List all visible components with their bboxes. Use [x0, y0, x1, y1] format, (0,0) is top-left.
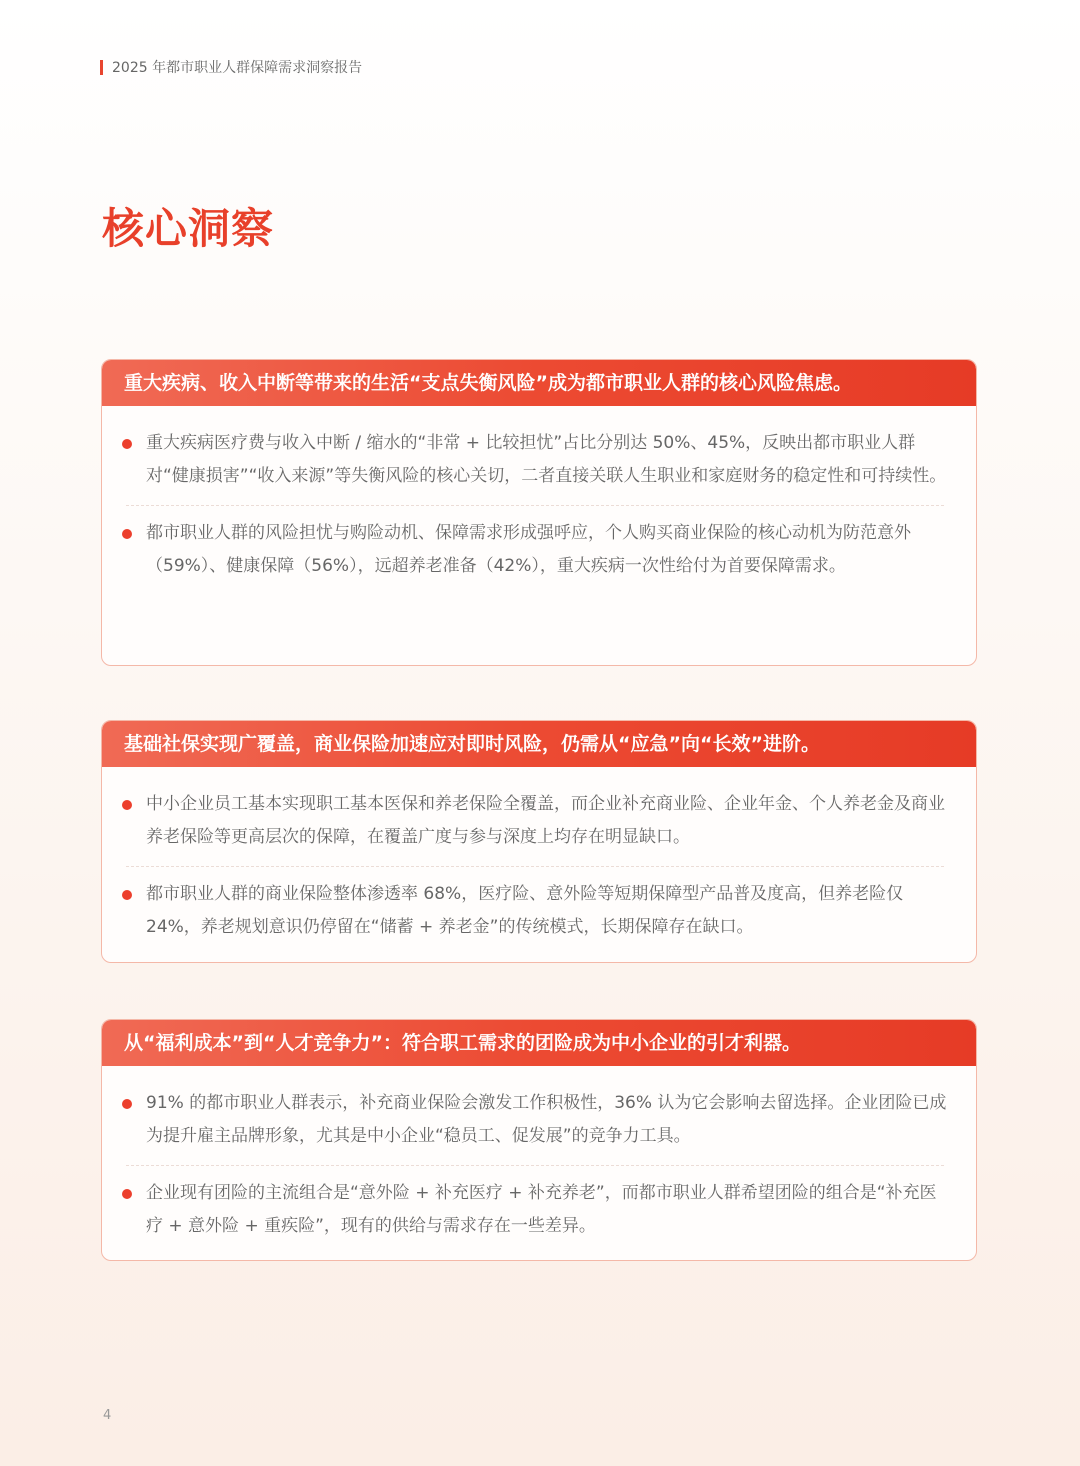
bullet-dot-icon	[122, 439, 132, 449]
section-points	[102, 1087, 976, 1243]
bullet-text: 都市职业人群的商业保险整体渗透率 68%，医疗险、意外险等短期保障型产品普及度高，但养老险仅 24%，养老规划意识仍停留在“储蓄 + 养老金”的传统模式，长期保障存在缺口。	[146, 884, 904, 937]
page-number: 4	[103, 1408, 112, 1423]
bullet-text: 重大疾病医疗费与收入中断 / 缩水的“非常 + 比较担忧”占比分别达 50%、45%，反映出都市职业人群对“健康损害”“收入来源”等失衡风险的核心关切，二者直接关联人生职业和家庭财务的稳定性和可持续性。	[146, 433, 947, 486]
insight-section-2	[101, 720, 977, 963]
bullet-dot-icon	[122, 800, 132, 810]
section-title: 重大疾病、收入中断等带来的生活“支点失衡风险”成为都市职业人群的核心风险焦虑。	[102, 360, 976, 406]
dashed-divider	[126, 1165, 944, 1166]
dashed-divider	[126, 505, 944, 506]
bullet-text: 都市职业人群的风险担忧与购险动机、保障需求形成强呼应，个人购买商业保险的核心动机为防范意外（59%）、健康保障（56%），远超养老准备（42%），重大疾病一次性给付为首要保障需求。	[146, 523, 911, 576]
bullet-text: 91% 的都市职业人群表示，补充商业保险会激发工作积极性，36% 认为它会影响去留选择。企业团险已成为提升雇主品牌形象，尤其是中小企业“稳员工、促发展”的竞争力工具。	[146, 1093, 947, 1146]
bullet-dot-icon	[122, 890, 132, 900]
bullet-point	[122, 427, 948, 493]
bullet-dot-icon	[122, 529, 132, 539]
section-points	[102, 427, 976, 583]
bullet-point	[122, 1087, 948, 1153]
dashed-divider	[126, 866, 944, 867]
page-title: 核心洞察	[102, 204, 275, 253]
section-title: 基础社保实现广覆盖，商业保险加速应对即时风险，仍需从“应急”向“长效”进阶。	[102, 721, 976, 767]
report-header	[100, 57, 362, 77]
bullet-text: 企业现有团险的主流组合是“意外险 + 补充医疗 + 补充养老”，而都市职业人群希望团险的组合是“补充医疗 + 意外险 + 重疾险”，现有的供给与需求存在一些差异。	[146, 1183, 937, 1236]
insight-section-3	[101, 1019, 977, 1261]
bullet-point	[122, 878, 948, 944]
insight-section-1	[101, 359, 977, 666]
bullet-dot-icon	[122, 1099, 132, 1109]
bullet-dot-icon	[122, 1189, 132, 1199]
section-title: 从“福利成本”到“人才竞争力”：符合职工需求的团险成为中小企业的引才利器。	[102, 1020, 976, 1066]
bullet-point	[122, 517, 948, 583]
section-points	[102, 788, 976, 944]
report-title: 2025 年都市职业人群保障需求洞察报告	[112, 60, 363, 76]
bullet-text: 中小企业员工基本实现职工基本医保和养老保险全覆盖，而企业补充商业险、企业年金、个人养老金及商业养老保险等更高层次的保障，在覆盖广度与参与深度上均存在明显缺口。	[146, 794, 945, 847]
header-accent-bar	[100, 60, 103, 75]
bullet-point	[122, 788, 948, 854]
bullet-point	[122, 1177, 948, 1243]
